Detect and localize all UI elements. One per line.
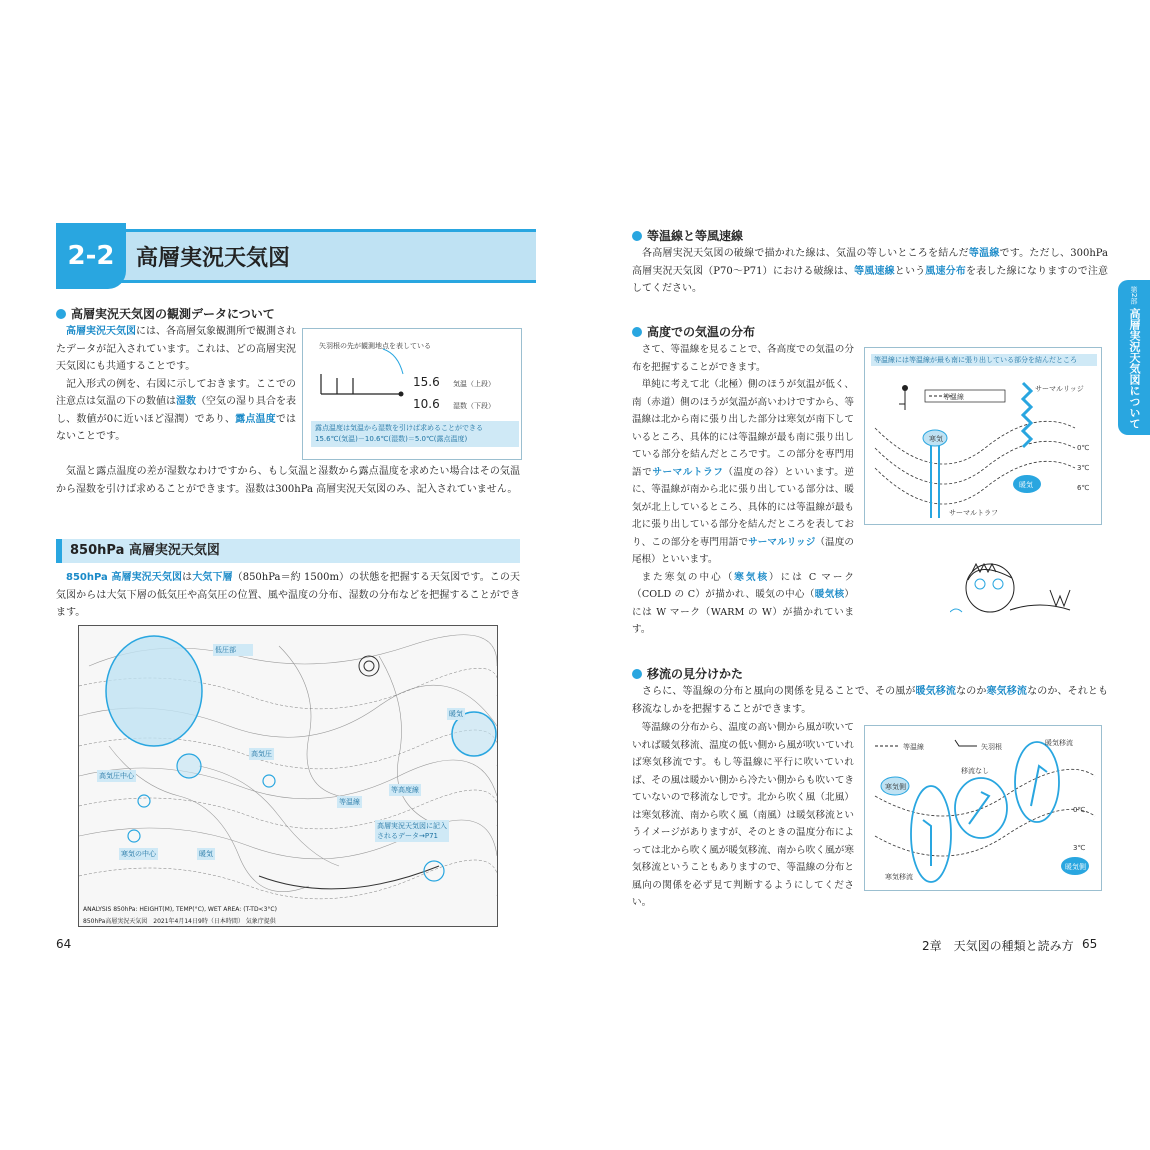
term-highlight: 風速分布: [925, 265, 966, 277]
warm-advection-label: 暖気移流: [1045, 739, 1073, 747]
legend-label: 矢羽根: [981, 743, 1002, 751]
map-label: 高層実況天気図に記入されるデータ→P71: [377, 822, 447, 840]
isotherm-label: 0℃: [1077, 444, 1090, 452]
section1-body-cont: [56, 463, 520, 498]
map-label: 等高度線: [391, 786, 419, 794]
isotherm-label: 3℃: [1077, 464, 1090, 472]
map-label: 暖気: [199, 850, 213, 858]
weather-map-drawing: [79, 626, 497, 916]
paragraph: という: [894, 265, 926, 277]
section1-body: [56, 323, 296, 446]
figure-caption: 矢羽根の先が観測地点を表している: [319, 342, 431, 350]
isotherm-label: 3℃: [1073, 844, 1086, 852]
term-highlight: 暖気核: [814, 589, 845, 600]
paragraph: さて、等温線を見ることで、各高度での気温の分布を把握することができます。: [632, 344, 854, 373]
term-highlight: 寒気核: [734, 571, 770, 583]
term-highlight: 寒気移流: [986, 686, 1028, 697]
term-highlight: サーマルトラフ: [652, 466, 724, 478]
section-heading-text: 等温線と等風速線: [647, 229, 744, 243]
paragraph: 等温線の分布から、温度の高い側から風が吹いていれば暖気移流、温度の低い側から風が吹いていれば寒気移流です。もし等温線に平行に吹いていれば、その風は暖かい側から冷たい側からも吹いてきていないので移流なしです。北から吹く風（北風）は寒気移流、南から吹く風（南風）は暖気移流というイメージがありますが、そのときの温度分布によっては北から吹く風が暖気移流、南から吹く風が寒気移流ということもありますので、等温線の分布と風向の関係を必ず見て判断するようにしてください。: [632, 722, 854, 908]
map-label: 高気圧: [251, 750, 272, 758]
note-formula: 15.6℃(気温)－10.6℃(湿数)＝5.0℃(露点温度): [315, 435, 468, 443]
note-line: 露点温度は気温から湿数を引けば求めることができる: [315, 424, 483, 432]
map-label: 等温線: [339, 798, 360, 806]
paragraph: （空気の湿り具合を表し、数値が0に近いほど湿潤）であり、: [56, 396, 296, 425]
dewpoint-depression-value: 10.6: [413, 397, 440, 411]
section-heading: [632, 665, 743, 682]
left-page: [40, 205, 530, 965]
figure-caption: 等温線には等温線が最も南に張り出している部分を結んだところ: [871, 354, 1097, 366]
paragraph: また寒気の中心（: [641, 571, 735, 583]
bullet-icon: [632, 231, 642, 241]
legend-label: 等温線: [943, 393, 964, 401]
thermal-trough-figure: [864, 347, 1102, 525]
page-number-right: 65: [1082, 937, 1098, 951]
term-highlight: 等風速線: [854, 265, 895, 277]
side-tab-title: 高層実況天気図について: [1128, 308, 1141, 430]
paragraph: 各高層実況天気図の破線で描かれた線は、気温の等しいところを結んだ: [642, 248, 969, 259]
term-highlight: 暖気移流: [915, 686, 957, 697]
cold-label: 寒気: [929, 435, 943, 443]
paragraph: 単純に考えて北（北極）側のほうが気温が低く、南（赤道）側のほうが気温が高いわけですから、等温線は北から南に張り出した部分は寒気が南下しているところ、具体的には等温線が最も南に張り出している部分を結んだところです。この部分を専門用語で: [632, 379, 854, 478]
chapter-title: 高層実況天気図: [136, 246, 291, 271]
isotherm-label: 6℃: [1077, 484, 1090, 492]
paragraph: なのか、それとも移流なしかを把握することができます。: [632, 686, 1109, 715]
warm-label: 暖気: [1019, 481, 1033, 489]
dewpoint-depression-label: 湿数（下段）: [453, 402, 495, 410]
paragraph: （850hPa＝約 1500m）の状態を把握する天気図です。この天気図からは大気下層の低気圧や高気圧の位置、風や温度の分布、湿数の分布などを把握することができます。: [56, 572, 520, 618]
term-highlight: 等温線: [968, 248, 1000, 259]
thermal-ridge-label: サーマルリッジ: [1035, 385, 1084, 393]
section3-intro: [632, 683, 1108, 718]
section1-body: [632, 245, 1108, 298]
section-heading: [632, 323, 755, 340]
map-label: 暖気: [449, 710, 463, 718]
dewpoint-note: [311, 421, 519, 447]
map-label: 高気圧中心: [99, 772, 134, 780]
bullet-icon: [632, 669, 642, 679]
term-highlight: サーマルリッジ: [748, 536, 816, 548]
section2-body: [632, 341, 854, 639]
term-highlight: 850hPa 高層実況天気図: [66, 572, 183, 583]
paragraph: には、各高層気象観測所で観測されたデータが記入されています。これは、どの高層実況天気図にも共通することです。: [56, 326, 296, 372]
legend-label: 等温線: [903, 743, 924, 751]
bullet-icon: [56, 309, 66, 319]
section-heading: [56, 305, 275, 322]
term-highlight: 高層実況天気図: [66, 326, 136, 337]
paragraph: を表した線になりますので注意してください。: [632, 265, 1109, 294]
subsection-heading: 850hPa 高層実況天気図: [56, 539, 520, 563]
cartoon-character: [950, 550, 1100, 630]
paragraph: ではないことです。: [56, 413, 297, 442]
paragraph: ）には W マーク（WARM の W）が描かれています。: [632, 589, 854, 635]
isotherm-label: 0℃: [1073, 806, 1086, 814]
paragraph: なのか: [956, 686, 987, 697]
section3-body: [632, 719, 854, 912]
page-number-left: 64: [56, 937, 72, 951]
map-caption: 850hPa高層実況天気図 2021年4月14日9時（日本時間） 気象庁提供: [83, 918, 276, 925]
paragraph: は: [182, 572, 193, 583]
section-heading-text: 移流の見分けかた: [647, 667, 744, 681]
advection-figure: [864, 725, 1102, 891]
paragraph: です。ただし、300hPa 高層実況天気図（P70～P71）における破線は、: [632, 248, 1109, 277]
term-highlight: 大気下層: [192, 572, 233, 583]
paragraph: （温度の尾根）といいます。: [632, 536, 854, 565]
chapter-header: [56, 223, 536, 289]
map-label: 寒気の中心: [121, 850, 156, 858]
subsection-body: [56, 569, 520, 622]
paragraph: ）には C マーク（COLD の C）が描かれ、暖気の中心（: [632, 571, 854, 600]
map-footer: ANALYSIS 850hPa: HEIGHT(M), TEMP(°C), WET AREA: (T-TD<3°C): [83, 906, 277, 913]
thermal-diagram: [865, 348, 1101, 524]
section-heading-text: 高度での気温の分布: [647, 325, 756, 339]
chapter-side-tab: [1118, 280, 1150, 435]
term-highlight: 湿数: [176, 396, 196, 407]
paragraph: （温度の谷）といいます。逆に、等温線が南から北に張り出している部分は、暖気が北上しているところ、具体的には等温線が最も北に張り出している部分を結んだところを表しており、この部分を専門用語で: [632, 466, 855, 548]
no-advection-label: 移流なし: [961, 767, 989, 775]
section-heading: [632, 227, 743, 244]
temperature-value: 15.6: [413, 375, 440, 389]
right-page: [620, 205, 1110, 965]
side-tab-part: 第2部: [1130, 286, 1138, 305]
warm-side-label: 暖気側: [1065, 863, 1086, 871]
paragraph: 気温と露点温度の差が湿数なわけですから、もし気温と湿数から露点温度を求めたい場合はその気温から湿数を引けば求めることができます。湿数は300hPa 高層実況天気図のみ、記入されていません。: [56, 466, 520, 495]
chapter-number: 2-2: [56, 223, 126, 289]
bullet-icon: [632, 327, 642, 337]
weather-map: [78, 625, 498, 927]
section-heading-text: 高層実況天気図の観測データについて: [71, 307, 275, 321]
temperature-label: 気温（上段）: [453, 380, 495, 388]
plot-format-figure: [302, 328, 522, 460]
term-highlight: 露点温度: [235, 413, 276, 425]
cold-side-label: 寒気側: [885, 783, 906, 791]
paragraph: 記入形式の例を、右図に示しておきます。ここでの注意点は気温の下の数値は: [56, 378, 296, 407]
paragraph: さらに、等温線の分布と風向の関係を見ることで、その風が: [642, 686, 916, 697]
map-label: 低圧部: [213, 644, 253, 656]
thermal-trough-label: サーマルトラフ: [949, 509, 998, 517]
footer-chapter: 2章 天気図の種類と読み方: [922, 939, 1074, 953]
cold-advection-label: 寒気移流: [885, 873, 913, 881]
